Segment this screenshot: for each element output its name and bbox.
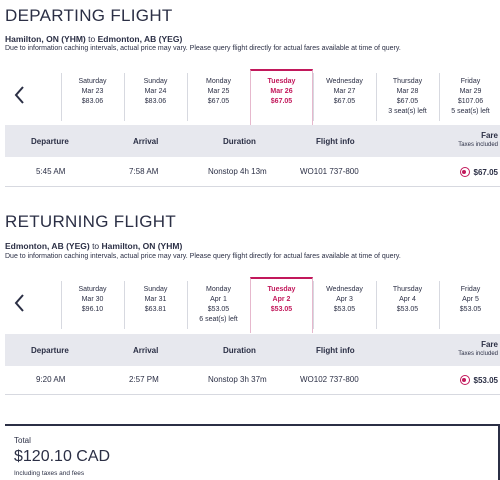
date-option-price: $67.05 (333, 98, 356, 105)
header-fare (458, 340, 498, 357)
date-option-price: $53.05 (396, 306, 419, 313)
date-option-price: $63.81 (144, 306, 167, 313)
date-option-date: Apr 3 (336, 296, 353, 303)
date-option-date: Mar 24 (144, 88, 167, 95)
date-option-dow: Friday (460, 78, 481, 85)
date-option-price: $83.06 (144, 98, 167, 105)
date-option-date: Apr 2 (272, 296, 291, 303)
returning-notice: Due to information caching intervals, actual price may vary. Please query flight directly for actual fares available at time of query. (5, 253, 401, 260)
date-option-friday[interactable] (439, 277, 500, 333)
date-option-dow: Thursday (392, 78, 423, 85)
date-option-price: $53.05 (270, 306, 293, 313)
date-option-wednesday[interactable] (313, 277, 376, 333)
chevron-left-icon (6, 289, 34, 317)
date-option-dow: Wednesday (326, 286, 363, 293)
date-option-date: Mar 27 (333, 88, 356, 95)
departing-fare-price: $67.05 (473, 167, 498, 177)
header-arrival: Arrival (133, 346, 159, 355)
date-option-date: Mar 25 (207, 88, 230, 95)
date-option-extra: 5 seat(s) left (451, 108, 490, 115)
date-option-dow: Monday (206, 78, 231, 85)
total-label: Total (14, 436, 31, 445)
returning-date-selector (0, 277, 500, 333)
date-option-date: Apr 4 (399, 296, 416, 303)
flight-arrival-time: 7:58 AM (129, 167, 159, 176)
date-option-monday[interactable] (187, 277, 250, 333)
date-option-date: Mar 26 (270, 88, 293, 95)
flight-departure-time: 9:20 AM (36, 375, 66, 384)
returning-table-header (5, 334, 500, 366)
returning-destination: Hamilton, ON (YHM) (101, 241, 183, 251)
returning-to-word: to (92, 241, 100, 251)
date-option-tuesday[interactable] (250, 277, 313, 333)
returning-title: RETURNING FLIGHT (5, 212, 177, 231)
date-option-sunday[interactable] (124, 277, 187, 333)
date-option-price: $107.06 (457, 98, 484, 105)
date-option-price: $53.05 (333, 306, 356, 313)
header-arrival: Arrival (133, 137, 159, 146)
radio-selected-icon[interactable] (460, 375, 470, 385)
date-option-date: Mar 28 (396, 88, 419, 95)
date-option-extra: 6 seat(s) left (199, 316, 238, 323)
date-option-thursday[interactable] (376, 277, 439, 333)
date-option-price: $67.05 (270, 98, 293, 105)
flight-info: WO102 737-800 (300, 375, 359, 384)
date-option-price: $53.05 (207, 306, 230, 313)
date-option-dow: Wednesday (326, 78, 363, 85)
flight-duration: Nonstop 3h 37m (208, 375, 267, 384)
flight-duration: Nonstop 4h 13m (208, 167, 267, 176)
date-option-dow: Tuesday (267, 286, 296, 293)
date-option-date: Apr 5 (462, 296, 479, 303)
flight-info: WO101 737-800 (300, 167, 359, 176)
date-option-dow: Sunday (143, 78, 168, 85)
total-note: Including taxes and fees (14, 470, 85, 477)
returning-flight-row[interactable] (5, 366, 500, 394)
departing-destination: Edmonton, AB (YEG) (97, 34, 183, 44)
date-separator (187, 281, 188, 329)
date-option-extra: 3 seat(s) left (388, 108, 427, 115)
date-option-dow: Monday (206, 286, 231, 293)
header-duration: Duration (223, 346, 256, 355)
date-separator (124, 281, 125, 329)
date-option-saturday[interactable] (61, 277, 124, 333)
header-departure: Departure (31, 137, 69, 146)
date-separator (313, 281, 314, 329)
date-option-dow: Saturday (78, 286, 107, 293)
departing-notice: Due to information caching intervals, actual price may vary. Please query flight directly for actual fares available at time of query. (5, 45, 401, 52)
header-duration: Duration (223, 137, 256, 146)
date-option-dow: Thursday (392, 286, 423, 293)
header-fare-label: Fare (481, 131, 498, 140)
header-flight-info: Flight info (316, 346, 355, 355)
header-fare-note: Taxes included (458, 142, 498, 148)
returning-route (5, 241, 182, 251)
date-option-date: Mar 30 (81, 296, 104, 303)
date-separator (439, 281, 440, 329)
date-separator (376, 281, 377, 329)
header-departure: Departure (31, 346, 69, 355)
date-option-price: $83.06 (81, 98, 104, 105)
header-fare-note: Taxes included (458, 351, 498, 357)
total-amount: $120.10 CAD (14, 448, 111, 465)
returning-prev-week-button[interactable] (6, 289, 34, 317)
returning-fare-option[interactable] (460, 375, 498, 385)
date-separator (61, 281, 62, 329)
date-option-dow: Tuesday (267, 78, 296, 85)
header-fare-label: Fare (481, 340, 498, 349)
date-option-price: $96.10 (81, 306, 104, 313)
departing-to-word: to (88, 34, 96, 44)
departing-title: DEPARTING FLIGHT (5, 6, 173, 25)
flight-arrival-time: 2:57 PM (129, 375, 159, 384)
departing-origin: Hamilton, ON (YHM) (5, 34, 86, 44)
date-option-date: Mar 23 (81, 88, 104, 95)
date-option-date: Apr 1 (210, 296, 227, 303)
date-option-price: $53.05 (459, 306, 482, 313)
flight-departure-time: 5:45 AM (36, 167, 66, 176)
date-option-date: Mar 29 (459, 88, 482, 95)
returning-origin: Edmonton, AB (YEG) (5, 241, 90, 251)
date-option-dow: Saturday (78, 78, 107, 85)
row-divider (5, 394, 500, 395)
date-option-price: $67.05 (207, 98, 230, 105)
returning-fare-price: $53.05 (473, 375, 498, 385)
date-option-date: Mar 31 (144, 296, 167, 303)
date-option-price: $67.05 (396, 98, 419, 105)
header-flight-info: Flight info (316, 137, 355, 146)
date-option-dow: Sunday (143, 286, 168, 293)
date-option-dow: Friday (460, 286, 481, 293)
total-summary (5, 424, 500, 480)
